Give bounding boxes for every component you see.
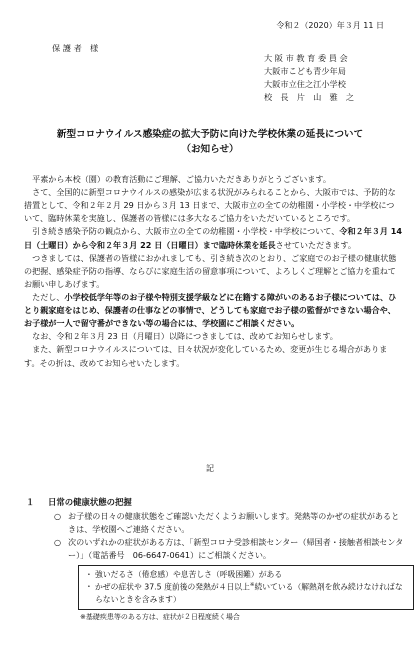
symptom-item bbox=[85, 581, 407, 606]
section-health bbox=[26, 496, 406, 623]
circle-mark: ○ bbox=[54, 536, 62, 547]
title-line: 新型コロナウイルス感染症の拡大予防に向けた学校休業の延長について bbox=[56, 129, 364, 140]
text: ただし、 bbox=[32, 291, 65, 302]
item-text: お子様の日々の健康状態をご確認いただくようお願いします。発熱等のかぜの症状があるときは、学校園へご連絡ください。 bbox=[68, 510, 400, 534]
issue-date: 令和２（2020）年３月 11 日 bbox=[276, 21, 384, 30]
body-text bbox=[24, 173, 402, 370]
bullet-mark: ・ bbox=[85, 582, 93, 592]
emphasis-text: 小学校低学年等のお子様や特別支援学級などに在籍する障がいのあるお子様については、ひとり親家庭をはじめ、保護者の仕事などの事情で、どうしても家庭でお子様の監督ができない場合や、お子様が一人で留守番ができない等の場合には、学校園にご相談ください。 bbox=[24, 291, 397, 329]
item-text: 次のいずれかの症状がある方は、「新型コロナ受診相談センター（帰国者・接触者相談センター）」（電話番号 06-6647-0641）にご相談ください。 bbox=[68, 536, 404, 560]
text: 引き続き感染予防の観点から、大阪市立の全ての幼稚園・小学校・中学校について、 bbox=[32, 226, 340, 237]
paragraph: 平素から本校（園）の教育活動にご理解、ご協力いただきありがとうございます。 bbox=[32, 174, 331, 184]
symptom-text: 強いだるさ（倦怠感）や息苦しさ（呼吸困難）がある bbox=[95, 570, 283, 580]
bullet-mark: ・ bbox=[85, 570, 93, 580]
emphasis-text: 令和２年３月 14 日（土曜日）から令和２年３月 22 日（日曜日）まで臨時休業を延長 bbox=[24, 226, 402, 250]
symptom-item bbox=[85, 569, 407, 581]
circle-mark: ○ bbox=[54, 510, 62, 521]
issuer-block bbox=[264, 52, 354, 105]
paragraph: なお、令和２年３月 23 日（月曜日）以降につきましては、改めてお知らせします。 bbox=[32, 331, 338, 342]
paragraph bbox=[24, 291, 402, 330]
text: させていただきます。 bbox=[275, 239, 356, 250]
section-title-text: 日常の健康状態の把握 bbox=[48, 497, 132, 507]
note-mark: ※ bbox=[249, 582, 255, 589]
footnote: ※基礎疾患等のある方は、症状が２日程度続く場合 bbox=[80, 612, 240, 621]
section-number: １ bbox=[26, 497, 35, 507]
list-item bbox=[32, 510, 406, 536]
paragraph bbox=[24, 225, 402, 251]
document-title bbox=[0, 128, 420, 158]
paragraph: さて、全国的に新型コロナウイルスの感染が広まる状況がみられることから、大阪市では、予防的な措置として、令和２年２月 29 日から３月 13 日まで、大阪市立の全ての幼稚園・小学校・中学校について、臨時休業を実施し、保護者の皆様には多大なるご協力をいただいているところです。 bbox=[24, 187, 396, 224]
symptom-box bbox=[78, 565, 414, 610]
issuer-line: 校 長 片 山 雅 之 bbox=[264, 92, 355, 103]
issuer-line: 大阪市立住之江小学校 bbox=[264, 79, 346, 90]
symptom-text: 続いている（解熱剤を飲み続けなければならないときを含みます） bbox=[95, 582, 403, 604]
list-item bbox=[32, 536, 406, 562]
paragraph: つきましては、保護者の皆様におかれましても、引き続き次のとおり、ご家庭でのお子様の健康状態の把握、感染症予防の指導、ならびに家庭生活の留意事項について、よろしくご理解とご協力を重ねてお願い申しあげます。 bbox=[24, 252, 397, 289]
ki-heading: 記 bbox=[205, 463, 215, 473]
paragraph: また、新型コロナウイルスについては、日々状況が変化しているため、変更が生じる場合があります。その折は、改めてお知らせいたします。 bbox=[24, 344, 388, 368]
symptom-text: かぜの症状や 37.5 度前後の発熱が４日以上 bbox=[95, 582, 250, 592]
recipient: 保 護 者 様 bbox=[52, 43, 99, 53]
issuer-line: 大阪市こども青少年局 bbox=[264, 66, 346, 77]
section-title bbox=[26, 496, 406, 510]
title-subline: （お知らせ） bbox=[181, 143, 239, 155]
issuer-line: 大 阪 市 教 育 委 員 会 bbox=[264, 53, 348, 63]
